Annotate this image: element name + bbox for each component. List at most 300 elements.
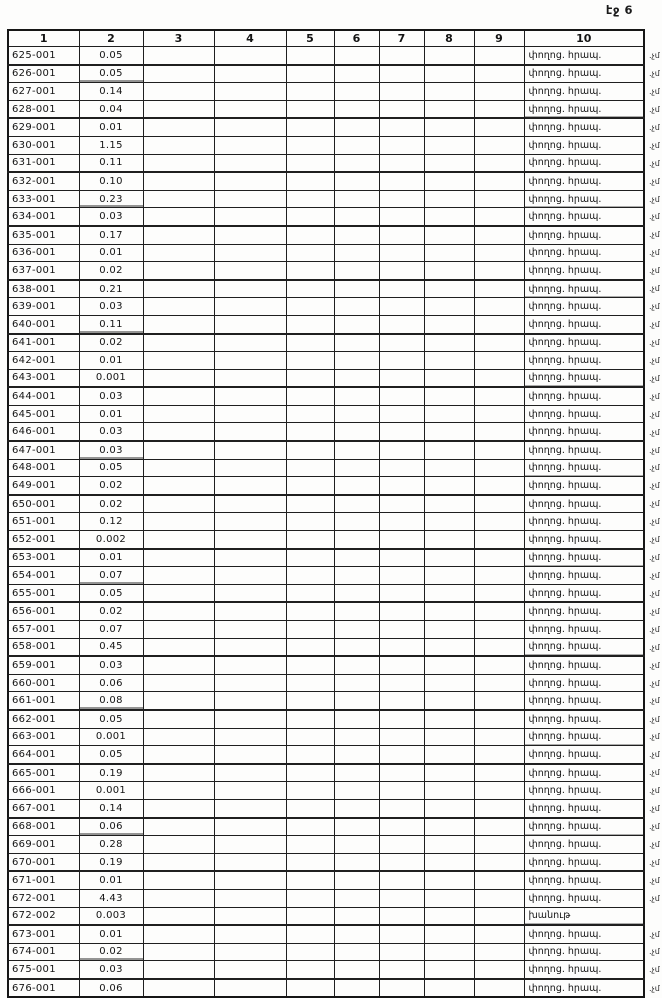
land-use-cell: փողոց. հրապ. xyxy=(524,853,644,871)
empty-cell xyxy=(286,853,334,871)
empty-cell xyxy=(286,549,334,567)
empty-cell xyxy=(474,871,524,889)
empty-cell xyxy=(214,961,286,979)
empty-cell xyxy=(474,154,524,172)
empty-cell xyxy=(424,118,474,136)
empty-cell xyxy=(424,298,474,316)
empty-cell xyxy=(334,567,379,585)
empty-cell xyxy=(214,477,286,495)
page-number-label: էջ 6 xyxy=(605,3,633,17)
empty-cell xyxy=(474,190,524,208)
margin-annotation-mark: .չմ xyxy=(649,499,660,509)
empty-cell xyxy=(214,405,286,423)
empty-cell xyxy=(143,387,214,405)
empty-cell xyxy=(334,459,379,477)
margin-annotation-mark: .չմ xyxy=(649,176,660,186)
empty-cell xyxy=(286,782,334,800)
area-value-cell: 0.05 xyxy=(79,459,143,477)
table-row xyxy=(8,567,661,585)
parcel-id-cell: 645-001 xyxy=(8,405,79,423)
table-row xyxy=(8,979,661,998)
empty-cell xyxy=(214,172,286,190)
empty-cell xyxy=(286,352,334,370)
empty-cell xyxy=(474,907,524,925)
empty-cell xyxy=(424,477,474,495)
empty-cell xyxy=(143,100,214,118)
empty-cell xyxy=(286,118,334,136)
parcel-id-cell: 639-001 xyxy=(8,298,79,316)
empty-cell xyxy=(379,136,424,154)
parcel-id-cell: 654-001 xyxy=(8,567,79,585)
empty-cell xyxy=(143,334,214,352)
margin-annotation-mark: .չմ xyxy=(649,302,660,312)
empty-cell xyxy=(143,352,214,370)
margin-annotation-mark: .չմ xyxy=(649,284,660,294)
empty-cell xyxy=(334,423,379,441)
margin-annotation-mark: .չմ xyxy=(649,427,660,437)
empty-cell xyxy=(143,799,214,817)
land-use-cell: փողոց. հրապ. xyxy=(524,172,644,190)
table-row xyxy=(8,459,661,477)
empty-cell xyxy=(424,584,474,602)
table-row xyxy=(8,871,661,889)
table-row xyxy=(8,136,661,154)
empty-cell xyxy=(379,961,424,979)
empty-cell xyxy=(143,513,214,531)
land-use-cell: փողոց. հրապ. xyxy=(524,459,644,477)
empty-cell xyxy=(143,83,214,101)
empty-cell xyxy=(334,889,379,907)
empty-cell xyxy=(379,47,424,65)
empty-cell xyxy=(379,746,424,764)
empty-cell xyxy=(143,943,214,961)
land-use-cell: փողոց. հրապ. xyxy=(524,513,644,531)
empty-cell xyxy=(474,100,524,118)
empty-cell xyxy=(474,405,524,423)
table-row xyxy=(8,853,661,871)
land-use-cell: փողոց. հրապ. xyxy=(524,728,644,746)
parcel-id-cell: 673-001 xyxy=(8,925,79,943)
margin-annotation-mark: .չմ xyxy=(649,373,660,383)
area-value-cell: 0.06 xyxy=(79,674,143,692)
table-row xyxy=(8,190,661,208)
empty-cell xyxy=(286,459,334,477)
empty-cell xyxy=(379,889,424,907)
empty-cell xyxy=(334,244,379,262)
parcel-id-cell: 636-001 xyxy=(8,244,79,262)
empty-cell xyxy=(474,298,524,316)
area-value-cell: 0.01 xyxy=(79,549,143,567)
empty-cell xyxy=(334,638,379,656)
column-header-6: 6 xyxy=(334,30,379,47)
empty-cell xyxy=(334,208,379,226)
area-value-cell: 0.45 xyxy=(79,638,143,656)
area-value-cell: 0.03 xyxy=(79,208,143,226)
empty-cell xyxy=(143,118,214,136)
area-value-cell: 0.01 xyxy=(79,405,143,423)
table-row xyxy=(8,65,661,83)
margin-annotation-mark: .չմ xyxy=(649,230,660,240)
empty-cell xyxy=(424,818,474,836)
parcel-id-cell: 665-001 xyxy=(8,764,79,782)
empty-cell xyxy=(474,83,524,101)
table-row xyxy=(8,889,661,907)
land-use-cell: փողոց. հրապ. xyxy=(524,244,644,262)
empty-cell xyxy=(143,459,214,477)
parcel-id-cell: 671-001 xyxy=(8,871,79,889)
empty-cell xyxy=(424,172,474,190)
empty-cell xyxy=(474,584,524,602)
empty-cell xyxy=(379,298,424,316)
empty-cell xyxy=(286,47,334,65)
empty-cell xyxy=(424,334,474,352)
area-value-cell: 0.07 xyxy=(79,621,143,639)
empty-cell xyxy=(143,764,214,782)
area-value-cell: 0.14 xyxy=(79,799,143,817)
land-use-cell: փողոց. հրապ. xyxy=(524,208,644,226)
empty-cell xyxy=(424,621,474,639)
empty-cell xyxy=(334,495,379,513)
empty-cell xyxy=(379,728,424,746)
empty-cell xyxy=(334,943,379,961)
area-value-cell: 0.05 xyxy=(79,584,143,602)
empty-cell xyxy=(143,226,214,244)
empty-cell xyxy=(214,387,286,405)
empty-cell xyxy=(334,298,379,316)
empty-cell xyxy=(474,889,524,907)
parcel-id-cell: 667-001 xyxy=(8,799,79,817)
empty-cell xyxy=(424,47,474,65)
empty-cell xyxy=(334,190,379,208)
empty-cell xyxy=(286,334,334,352)
header-margin-spacer xyxy=(644,30,661,47)
empty-cell xyxy=(143,836,214,854)
area-value-cell: 0.02 xyxy=(79,602,143,620)
empty-cell xyxy=(286,638,334,656)
empty-cell xyxy=(474,656,524,674)
empty-cell xyxy=(286,836,334,854)
empty-cell xyxy=(379,621,424,639)
area-value-cell: 0.14 xyxy=(79,83,143,101)
empty-cell xyxy=(286,889,334,907)
margin-annotation-mark: .չմ xyxy=(649,660,660,670)
empty-cell xyxy=(474,334,524,352)
margin-annotation-mark: .չմ xyxy=(649,768,660,778)
land-use-cell: փողոց. հրապ. xyxy=(524,799,644,817)
land-use-cell: փողոց. հրապ. xyxy=(524,118,644,136)
table-row xyxy=(8,334,661,352)
table-row xyxy=(8,836,661,854)
empty-cell xyxy=(286,154,334,172)
empty-cell xyxy=(334,925,379,943)
land-use-cell: փողոց. հրապ. xyxy=(524,638,644,656)
empty-cell xyxy=(286,477,334,495)
area-value-cell: 0.08 xyxy=(79,692,143,710)
empty-cell xyxy=(143,728,214,746)
empty-cell xyxy=(424,871,474,889)
land-use-cell: խանութ xyxy=(524,907,644,925)
parcel-id-cell: 637-001 xyxy=(8,262,79,280)
empty-cell xyxy=(424,315,474,333)
empty-cell xyxy=(379,979,424,998)
empty-cell xyxy=(286,746,334,764)
empty-cell xyxy=(334,746,379,764)
empty-cell xyxy=(286,83,334,101)
empty-cell xyxy=(424,65,474,83)
empty-cell xyxy=(424,674,474,692)
area-value-cell: 0.001 xyxy=(79,728,143,746)
empty-cell xyxy=(474,836,524,854)
parcel-id-cell: 663-001 xyxy=(8,728,79,746)
area-value-cell: 0.21 xyxy=(79,280,143,298)
table-row xyxy=(8,746,661,764)
margin-annotation-mark: .չմ xyxy=(649,104,660,114)
land-use-cell: փողոց. հրապ. xyxy=(524,836,644,854)
empty-cell xyxy=(474,728,524,746)
parcel-id-cell: 625-001 xyxy=(8,47,79,65)
empty-cell xyxy=(379,154,424,172)
area-value-cell: 0.02 xyxy=(79,477,143,495)
margin-annotation-mark: .չմ xyxy=(649,445,660,455)
empty-cell xyxy=(143,280,214,298)
area-value-cell: 0.11 xyxy=(79,315,143,333)
parcel-id-cell: 658-001 xyxy=(8,638,79,656)
margin-annotation-mark: .չմ xyxy=(649,893,660,903)
empty-cell xyxy=(474,531,524,549)
parcel-id-cell: 649-001 xyxy=(8,477,79,495)
empty-cell xyxy=(214,799,286,817)
land-use-cell: փողոց. հրապ. xyxy=(524,262,644,280)
area-value-cell: 0.03 xyxy=(79,298,143,316)
margin-annotation-mark: .չմ xyxy=(649,929,660,939)
empty-cell xyxy=(143,262,214,280)
empty-cell xyxy=(334,692,379,710)
table-row xyxy=(8,531,661,549)
empty-cell xyxy=(143,405,214,423)
empty-cell xyxy=(286,799,334,817)
empty-cell xyxy=(334,226,379,244)
empty-cell xyxy=(143,567,214,585)
margin-annotation-mark: .չմ xyxy=(649,158,660,168)
empty-cell xyxy=(424,602,474,620)
empty-cell xyxy=(379,818,424,836)
area-value-cell: 0.28 xyxy=(79,836,143,854)
empty-cell xyxy=(424,656,474,674)
empty-cell xyxy=(379,710,424,728)
land-use-cell: փողոց. հրապ. xyxy=(524,656,644,674)
empty-cell xyxy=(214,746,286,764)
empty-cell xyxy=(214,423,286,441)
empty-cell xyxy=(474,226,524,244)
parcel-id-cell: 648-001 xyxy=(8,459,79,477)
empty-cell xyxy=(286,441,334,459)
empty-cell xyxy=(334,818,379,836)
margin-annotation-mark: .չմ xyxy=(649,714,660,724)
empty-cell xyxy=(424,100,474,118)
land-use-cell: փողոց. հրապ. xyxy=(524,567,644,585)
parcel-id-cell: 652-001 xyxy=(8,531,79,549)
area-value-cell: 0.003 xyxy=(79,907,143,925)
empty-cell xyxy=(424,567,474,585)
empty-cell xyxy=(143,47,214,65)
empty-cell xyxy=(474,782,524,800)
land-use-cell: փողոց. հրապ. xyxy=(524,47,644,65)
empty-cell xyxy=(214,549,286,567)
empty-cell xyxy=(286,567,334,585)
empty-cell xyxy=(379,172,424,190)
margin-annotation-mark: .չմ xyxy=(649,606,660,616)
empty-cell xyxy=(379,315,424,333)
empty-cell xyxy=(214,298,286,316)
parcel-id-cell: 643-001 xyxy=(8,369,79,387)
table-row xyxy=(8,172,661,190)
empty-cell xyxy=(334,853,379,871)
empty-cell xyxy=(424,262,474,280)
empty-cell xyxy=(424,710,474,728)
table-row xyxy=(8,584,661,602)
empty-cell xyxy=(334,405,379,423)
empty-cell xyxy=(214,136,286,154)
parcel-id-cell: 656-001 xyxy=(8,602,79,620)
margin-annotation-mark: .չմ xyxy=(649,786,660,796)
empty-cell xyxy=(286,692,334,710)
empty-cell xyxy=(334,477,379,495)
land-use-cell: փողոց. հրապ. xyxy=(524,315,644,333)
empty-cell xyxy=(379,369,424,387)
land-use-cell: փողոց. հրապ. xyxy=(524,925,644,943)
table-row xyxy=(8,782,661,800)
column-header-5: 5 xyxy=(286,30,334,47)
empty-cell xyxy=(143,925,214,943)
empty-cell xyxy=(474,764,524,782)
parcel-id-cell: 631-001 xyxy=(8,154,79,172)
parcel-id-cell: 642-001 xyxy=(8,352,79,370)
table-row xyxy=(8,621,661,639)
land-use-cell: փողոց. հրապ. xyxy=(524,369,644,387)
table-row xyxy=(8,602,661,620)
table-row xyxy=(8,100,661,118)
empty-cell xyxy=(143,549,214,567)
empty-cell xyxy=(474,674,524,692)
margin-annotation-mark: .չմ xyxy=(649,839,660,849)
empty-cell xyxy=(214,459,286,477)
empty-cell xyxy=(474,549,524,567)
column-header-3: 3 xyxy=(143,30,214,47)
table-row xyxy=(8,405,661,423)
area-value-cell: 0.03 xyxy=(79,441,143,459)
column-header-7: 7 xyxy=(379,30,424,47)
parcel-id-cell: 672-002 xyxy=(8,907,79,925)
area-value-cell: 0.001 xyxy=(79,782,143,800)
table-row xyxy=(8,692,661,710)
area-value-cell: 0.01 xyxy=(79,352,143,370)
empty-cell xyxy=(286,387,334,405)
parcel-id-cell: 638-001 xyxy=(8,280,79,298)
empty-cell xyxy=(143,65,214,83)
margin-annotation-mark: .չմ xyxy=(649,535,660,545)
empty-cell xyxy=(474,979,524,998)
empty-cell xyxy=(334,549,379,567)
empty-cell xyxy=(334,584,379,602)
empty-cell xyxy=(143,674,214,692)
empty-cell xyxy=(424,943,474,961)
empty-cell xyxy=(424,405,474,423)
margin-annotation-mark: .չմ xyxy=(649,481,660,491)
area-value-cell: 0.02 xyxy=(79,334,143,352)
empty-cell xyxy=(334,441,379,459)
empty-cell xyxy=(143,889,214,907)
empty-cell xyxy=(334,728,379,746)
empty-cell xyxy=(143,190,214,208)
empty-cell xyxy=(474,280,524,298)
empty-cell xyxy=(474,244,524,262)
land-use-cell: փողոց. հրապ. xyxy=(524,65,644,83)
empty-cell xyxy=(286,226,334,244)
empty-cell xyxy=(474,925,524,943)
empty-cell xyxy=(474,172,524,190)
area-value-cell: 0.05 xyxy=(79,47,143,65)
empty-cell xyxy=(286,298,334,316)
empty-cell xyxy=(214,154,286,172)
margin-annotation-mark: .չմ xyxy=(649,947,660,957)
table-row xyxy=(8,441,661,459)
empty-cell xyxy=(214,65,286,83)
land-use-cell: փողոց. հրապ. xyxy=(524,100,644,118)
empty-cell xyxy=(379,549,424,567)
empty-cell xyxy=(286,925,334,943)
empty-cell xyxy=(143,853,214,871)
margin-annotation-mark: .չմ xyxy=(649,642,660,652)
empty-cell xyxy=(214,871,286,889)
margin-annotation-mark: .չմ xyxy=(649,803,660,813)
empty-cell xyxy=(214,226,286,244)
land-use-cell: փողոց. հրապ. xyxy=(524,584,644,602)
empty-cell xyxy=(334,907,379,925)
empty-cell xyxy=(214,513,286,531)
empty-cell xyxy=(286,602,334,620)
empty-cell xyxy=(143,315,214,333)
empty-cell xyxy=(474,799,524,817)
table-row xyxy=(8,943,661,961)
land-use-cell: փողոց. հրապ. xyxy=(524,710,644,728)
parcel-id-cell: 647-001 xyxy=(8,441,79,459)
land-use-cell: փողոց. հրապ. xyxy=(524,818,644,836)
empty-cell xyxy=(379,782,424,800)
area-value-cell: 0.12 xyxy=(79,513,143,531)
land-use-cell: փողոց. հրապ. xyxy=(524,602,644,620)
empty-cell xyxy=(424,387,474,405)
empty-cell xyxy=(143,907,214,925)
parcel-id-cell: 633-001 xyxy=(8,190,79,208)
empty-cell xyxy=(379,925,424,943)
empty-cell xyxy=(334,334,379,352)
area-value-cell: 0.02 xyxy=(79,943,143,961)
empty-cell xyxy=(424,208,474,226)
empty-cell xyxy=(214,118,286,136)
empty-cell xyxy=(379,836,424,854)
empty-cell xyxy=(143,495,214,513)
empty-cell xyxy=(143,136,214,154)
land-use-cell: փողոց. հրապ. xyxy=(524,746,644,764)
empty-cell xyxy=(143,746,214,764)
parcel-id-cell: 640-001 xyxy=(8,315,79,333)
empty-cell xyxy=(214,334,286,352)
empty-cell xyxy=(214,889,286,907)
empty-cell xyxy=(143,477,214,495)
area-value-cell: 1.15 xyxy=(79,136,143,154)
margin-annotation-mark: .չմ xyxy=(649,696,660,706)
empty-cell xyxy=(286,405,334,423)
